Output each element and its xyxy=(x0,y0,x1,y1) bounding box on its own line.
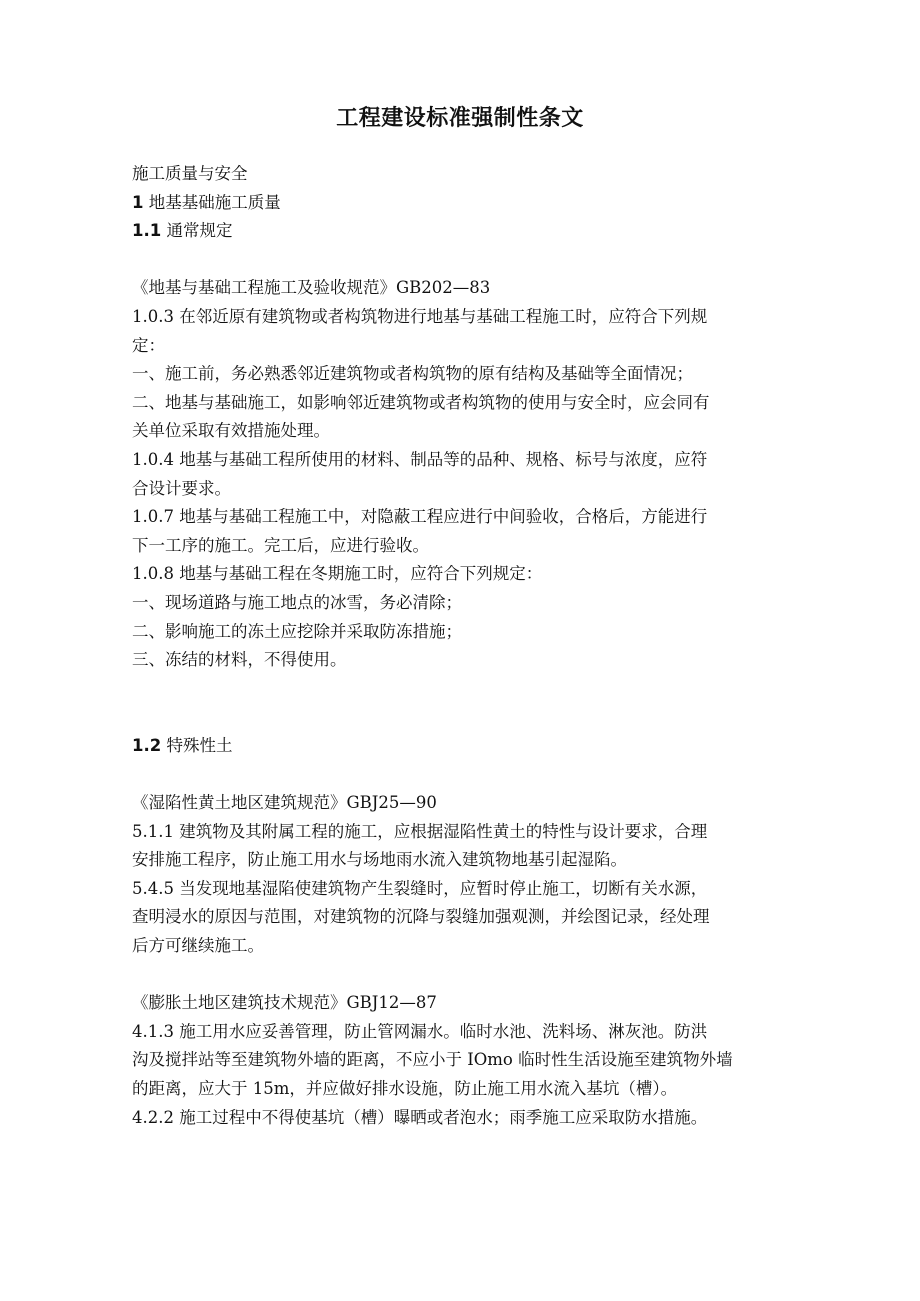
chapter-title: 地基基础施工质量 xyxy=(148,192,281,212)
section-heading-1-1 xyxy=(132,217,792,246)
clause-line: 5.1.1 建筑物及其附属工程的施工，应根据湿陷性黄土的特性与设计要求，合理 xyxy=(132,821,708,841)
clause-line: 1.0.3 在邻近原有建筑物或者构筑物进行地基与基础工程施工时，应符合下列规 xyxy=(132,306,708,326)
chapter-number: 1 xyxy=(132,192,144,212)
clause-line: 安排施工程序，防止施工用水与场地雨水流入建筑物地基引起湿陷。 xyxy=(132,850,627,870)
spacer xyxy=(132,675,792,732)
clause-line: 关单位采取有效措施处理。 xyxy=(132,421,330,441)
standard-title-gbj25: 《湿陷性黄土地区建筑规范》GBJ25—90 xyxy=(132,793,437,813)
spacer xyxy=(132,760,792,789)
document-body xyxy=(132,160,792,1132)
section-title-1-2: 特殊性土 xyxy=(166,735,233,755)
clause-line: 1.0.4 地基与基础工程所使用的材料、制品等的品种、规格、标号与浓度，应符 xyxy=(132,449,708,469)
clause-line: 4.2.2 施工过程中不得使基坑（槽）曝晒或者泡水；雨季施工应采取防水措施。 xyxy=(132,1107,708,1127)
clause-line: 定： xyxy=(132,335,165,355)
clause-line: 三、冻结的材料，不得使用。 xyxy=(132,650,347,670)
clause-line: 的距离，应大于 15m，并应做好排水设施，防止施工用水流入基坑（槽）。 xyxy=(132,1079,678,1098)
section-number-1-1: 1.1 xyxy=(132,221,162,241)
clause-line: 1.0.8 地基与基础工程在冬期施工时，应符合下列规定： xyxy=(132,564,543,584)
section-title-1-1: 通常规定 xyxy=(166,221,233,241)
clause-line: 沟及搅拌站等至建筑物外墙的距离，不应小于 IOmo 临时性生活设施至建筑物外墙 xyxy=(132,1050,733,1070)
spacer xyxy=(132,961,792,990)
clause-line: 一、施工前，务必熟悉邻近建筑物或者构筑物的原有结构及基础等全面情况； xyxy=(132,364,693,384)
category-heading: 施工质量与安全 xyxy=(132,164,248,183)
clause-line: 一、现场道路与施工地点的冰雪，务必清除； xyxy=(132,592,462,612)
standard-title-gb202: 《地基与基础工程施工及验收规范》GB202—83 xyxy=(132,278,491,298)
clause-line: 查明浸水的原因与范围，对建筑物的沉降与裂缝加强观测，并绘图记录，经处理 xyxy=(132,907,710,927)
clause-line: 二、地基与基础施工，如影响邻近建筑物或者构筑物的使用与安全时，应会同有 xyxy=(132,392,710,412)
clause-line: 二、影响施工的冻土应挖除并采取防冻措施； xyxy=(132,621,462,641)
clause-line: 1.0.7 地基与基础工程施工中，对隐蔽工程应进行中间验收，合格后，方能进行 xyxy=(132,507,708,527)
clause-line: 4.1.3 施工用水应妥善管理，防止管网漏水。临时水池、洗料场、淋灰池。防洪 xyxy=(132,1021,708,1041)
chapter-heading xyxy=(132,189,792,218)
spacer xyxy=(132,246,792,275)
section-number-1-2: 1.2 xyxy=(132,735,162,755)
clause-line: 后方可继续施工。 xyxy=(132,936,264,956)
clause-line: 合设计要求。 xyxy=(132,478,231,498)
standard-title-gbj12: 《膨胀土地区建筑技术规范》GBJ12—87 xyxy=(132,993,437,1013)
clause-line: 下一工序的施工。完工后，应进行验收。 xyxy=(132,535,429,555)
clause-line: 5.4.5 当发现地基湿陷使建筑物产生裂缝时，应暂时停止施工，切断有关水源， xyxy=(132,878,708,898)
document-title: 工程建设标准强制性条文 xyxy=(336,106,584,131)
section-heading-1-2 xyxy=(132,732,792,761)
